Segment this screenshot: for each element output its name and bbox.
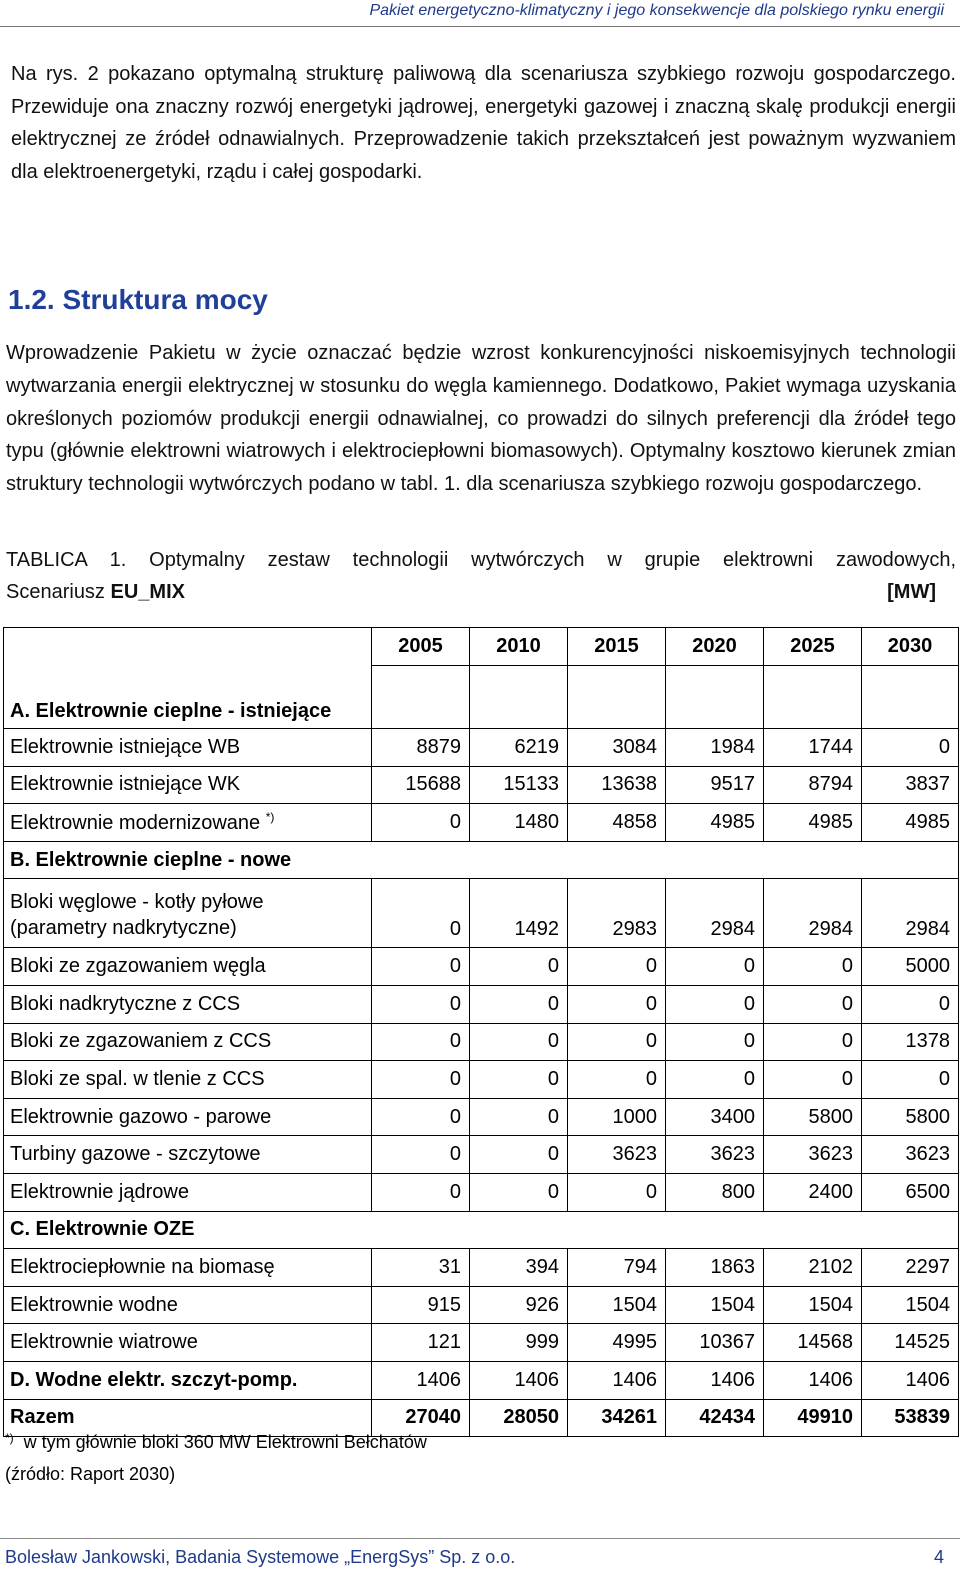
- table-cell: 4985: [764, 804, 862, 842]
- table-cell: 999: [470, 1324, 568, 1362]
- table-cell: 3623: [666, 1136, 764, 1174]
- table-cell: 14525: [862, 1324, 959, 1362]
- intro-paragraph: Na rys. 2 pokazano optymalną strukturę paliwową dla scenariusza szybkiego rozwoju gospodarczego. Przewiduje ona znaczny rozwój energetyki jądrowej, energetyki gazowej i znaczną skalę produkcji energii elektrycznej ze źródeł odnawialnych. Przeprowadzenie takich przekształceń jest poważnym wyzwaniem dla elektroenergetyki, rządu i całej gospodarki.: [11, 63, 956, 183]
- table-row: [4, 1324, 959, 1362]
- year-header: 2010: [470, 628, 568, 666]
- table-row: [4, 766, 959, 804]
- page-header: [0, 0, 960, 27]
- table-cell: 1406: [666, 1361, 764, 1399]
- year-header: 2025: [764, 628, 862, 666]
- table-cell: 0: [372, 1061, 470, 1099]
- table-row: [4, 804, 959, 842]
- table-cell: 0: [764, 948, 862, 986]
- table-cell: 0: [372, 804, 470, 842]
- table-cell: 0: [372, 948, 470, 986]
- section-heading: 1.2. Struktura mocy: [8, 284, 268, 315]
- table-cell: 49910: [764, 1399, 862, 1437]
- table-cell: 15688: [372, 766, 470, 804]
- table-cell: 1480: [470, 804, 568, 842]
- table-cell: 0: [666, 948, 764, 986]
- row-label-line: Bloki węglowe - kotły pyłowe: [10, 891, 264, 914]
- table-cell: 4995: [568, 1324, 666, 1362]
- table-row: [4, 1023, 959, 1061]
- footer-author: Bolesław Jankowski, Badania Systemowe „EnergSys” Sp. z o.o.: [5, 1547, 516, 1567]
- header-title: Pakiet energetyczno-klimatyczny i jego konsekwencje dla polskiego rynku energii: [369, 2, 944, 19]
- row-label: Elektrownie wodne: [4, 1286, 372, 1324]
- table-cell: 0: [372, 1173, 470, 1211]
- table-row: [4, 879, 959, 948]
- table-row: [4, 1098, 959, 1136]
- table-cell: 2984: [862, 879, 959, 948]
- table-cell: 1504: [666, 1286, 764, 1324]
- table-cell: 5800: [764, 1098, 862, 1136]
- table-cell: 0: [372, 1098, 470, 1136]
- table-cell: 1744: [764, 729, 862, 767]
- table-cell: 0: [470, 1061, 568, 1099]
- caption-prefix: Scenariusz: [6, 581, 111, 603]
- table-cell: 3084: [568, 729, 666, 767]
- table-cell: 14568: [764, 1324, 862, 1362]
- row-label: Elektrownie gazowo - parowe: [4, 1098, 372, 1136]
- table-cell: 794: [568, 1249, 666, 1287]
- table-cell: 0: [764, 985, 862, 1023]
- capacity-table: [3, 627, 959, 1437]
- row-label: Bloki nadkrytyczne z CCS: [4, 985, 372, 1023]
- table-cell: 0: [470, 1173, 568, 1211]
- table-cell: 915: [372, 1286, 470, 1324]
- table-cell: 13638: [568, 766, 666, 804]
- footnote: [5, 1431, 427, 1453]
- table-cell: 1863: [666, 1249, 764, 1287]
- table-cell: 394: [470, 1249, 568, 1287]
- year-header: 2020: [666, 628, 764, 666]
- table-cell: 53839: [862, 1399, 959, 1437]
- table-cell: 1504: [568, 1286, 666, 1324]
- category-a-label: A. Elektrownie cieplne - istniejące: [4, 628, 372, 729]
- table-cell: 1378: [862, 1023, 959, 1061]
- table-cell: 0: [568, 948, 666, 986]
- table-cell: 9517: [666, 766, 764, 804]
- source-note: (źródło: Raport 2030): [5, 1464, 176, 1484]
- caption-unit: [MW]: [887, 581, 936, 603]
- table-cell: 1406: [568, 1361, 666, 1399]
- row-label-line: (parametry nadkrytyczne): [10, 917, 237, 940]
- table-cell: 2102: [764, 1249, 862, 1287]
- row-label: Bloki ze zgazowaniem węgla: [4, 948, 372, 986]
- table-cell: 6500: [862, 1173, 959, 1211]
- year-header: 2030: [862, 628, 959, 666]
- table-row: [4, 1361, 959, 1399]
- table-cell: 8879: [372, 729, 470, 767]
- table-row: [4, 1286, 959, 1324]
- row-label: Bloki ze spal. w tlenie z CCS: [4, 1061, 372, 1099]
- table-cell: 2297: [862, 1249, 959, 1287]
- table-cell: 0: [666, 1023, 764, 1061]
- year-header: 2015: [568, 628, 666, 666]
- table-cell: 1504: [764, 1286, 862, 1324]
- table-cell: 0: [862, 729, 959, 767]
- table-cell: 1000: [568, 1098, 666, 1136]
- table-cell: 3623: [764, 1136, 862, 1174]
- table-cell: 0: [470, 1023, 568, 1061]
- table-cell: 2984: [764, 879, 862, 948]
- table-cell: 0: [764, 1061, 862, 1099]
- table-cell: 2983: [568, 879, 666, 948]
- table-cell: 0: [372, 879, 470, 948]
- table-cell: 28050: [470, 1399, 568, 1437]
- caption-scenario: EU_MIX: [110, 581, 185, 603]
- table-cell: 0: [862, 985, 959, 1023]
- page-footer: [0, 1538, 960, 1567]
- table-cell: 0: [862, 1061, 959, 1099]
- table-cell: 1406: [862, 1361, 959, 1399]
- category-row: [4, 841, 959, 879]
- table-cell: 1504: [862, 1286, 959, 1324]
- row-label: Elektrownie istniejące WK: [4, 766, 372, 804]
- row-label: Elektrociepłownie na biomasę: [4, 1249, 372, 1287]
- caption-line2: [6, 576, 956, 608]
- row-label: Elektrownie wiatrowe: [4, 1324, 372, 1362]
- table-cell: 1406: [372, 1361, 470, 1399]
- table-cell: 42434: [666, 1399, 764, 1437]
- caption-line1: TABLICA 1. Optymalny zestaw technologii wytwórczych w grupie elektrowni zawodowych,: [6, 549, 956, 571]
- table-cell: 4858: [568, 804, 666, 842]
- row-label: [4, 879, 372, 948]
- table-cell: 34261: [568, 1399, 666, 1437]
- table-cell: 3623: [862, 1136, 959, 1174]
- row-label: [4, 804, 372, 842]
- table-cell: 31: [372, 1249, 470, 1287]
- footnote-marker: *): [5, 1431, 14, 1445]
- table-cell: 121: [372, 1324, 470, 1362]
- row-label: D. Wodne elektr. szczyt-pomp.: [4, 1361, 372, 1399]
- table-cell: 0: [666, 1061, 764, 1099]
- table-cell: 0: [372, 1136, 470, 1174]
- row-label: Elektrownie jądrowe: [4, 1173, 372, 1211]
- table-cell: 0: [568, 1061, 666, 1099]
- table-row: [4, 1061, 959, 1099]
- table-cell: 0: [568, 1023, 666, 1061]
- category-c-label: C. Elektrownie OZE: [4, 1211, 959, 1249]
- year-header: 2005: [372, 628, 470, 666]
- table-cell: 1492: [470, 879, 568, 948]
- table-cell: 0: [666, 985, 764, 1023]
- row-label-text: Elektrownie modernizowane: [10, 811, 261, 834]
- table-cell: 4985: [862, 804, 959, 842]
- table-cell: 3623: [568, 1136, 666, 1174]
- table-cell: 800: [666, 1173, 764, 1211]
- table-cell: 0: [372, 1023, 470, 1061]
- table-cell: 5800: [862, 1098, 959, 1136]
- row-label: Bloki ze zgazowaniem z CCS: [4, 1023, 372, 1061]
- table-cell: 0: [470, 985, 568, 1023]
- category-row: [4, 1211, 959, 1249]
- category-b-label: B. Elektrownie cieplne - nowe: [4, 841, 959, 879]
- table-cell: 0: [568, 1173, 666, 1211]
- table-header-row: [4, 628, 959, 666]
- table-cell: 0: [470, 1098, 568, 1136]
- table-cell: 6219: [470, 729, 568, 767]
- section-paragraph: Wprowadzenie Pakietu w życie oznaczać będzie wzrost konkurencyjności niskoemisyjnych technologii wytwarzania energii elektrycznej w stosunku do węgla kamiennego. Dodatkowo, Pakiet wymaga uzyskania określonych poziomów produkcji energii odnawialnej, co prowadzi do silnych preferencji dla źródeł tego typu (głównie elektrowni wiatrowych i elektrociepłowni biomasowych). Optymalny kosztowo kierunek zmian struktury technologii wytwórczych podano w tabl. 1. dla scenariusza szybkiego rozwoju gospodarczego.: [6, 342, 956, 496]
- footnote-text: w tym głównie bloki 360 MW Elektrowni Bełchatów: [23, 1432, 427, 1452]
- table-cell: 10367: [666, 1324, 764, 1362]
- table-cell: 1984: [666, 729, 764, 767]
- table-cell: 0: [470, 1136, 568, 1174]
- table-row: [4, 985, 959, 1023]
- table-cell: 4985: [666, 804, 764, 842]
- table-cell: 8794: [764, 766, 862, 804]
- table-row: [4, 948, 959, 986]
- table-cell: 926: [470, 1286, 568, 1324]
- table-cell: 0: [568, 985, 666, 1023]
- row-label: Elektrownie istniejące WB: [4, 729, 372, 767]
- table-cell: 3837: [862, 766, 959, 804]
- table-cell: 1406: [764, 1361, 862, 1399]
- table-row: [4, 729, 959, 767]
- table-cell: 0: [764, 1023, 862, 1061]
- footnote-marker: *): [265, 809, 275, 824]
- table-row: [4, 1249, 959, 1287]
- table-cell: 3400: [666, 1098, 764, 1136]
- table-cell: 15133: [470, 766, 568, 804]
- table-caption: [6, 544, 956, 608]
- page-number: 4: [933, 1547, 944, 1567]
- table-cell: 0: [470, 948, 568, 986]
- table-cell: 2984: [666, 879, 764, 948]
- table-cell: 27040: [372, 1399, 470, 1437]
- table-row: [4, 1173, 959, 1211]
- table-cell: 1406: [470, 1361, 568, 1399]
- row-label: Turbiny gazowe - szczytowe: [4, 1136, 372, 1174]
- table-row: [4, 1136, 959, 1174]
- row-label: Razem: [4, 1399, 372, 1437]
- table-cell: 5000: [862, 948, 959, 986]
- table-cell: 2400: [764, 1173, 862, 1211]
- table-cell: 0: [372, 985, 470, 1023]
